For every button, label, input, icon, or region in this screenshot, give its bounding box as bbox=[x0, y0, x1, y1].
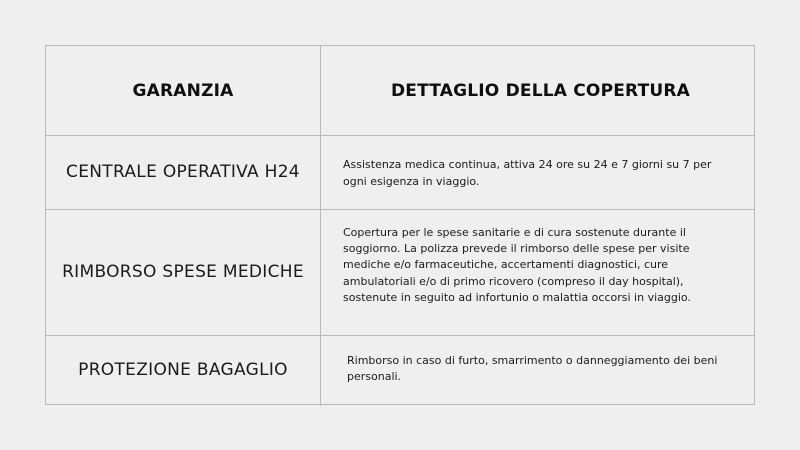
dettaglio-text: Copertura per le spese sanitarie e di cura sostenute durante il soggiorno. La polizza prevede il rimborso delle spese per visite mediche e/o farmaceutiche, accertamenti diagnostici, cure ambulatoriali e/o di primo ricovero (compreso il day hospital), sostenute in seguito ad infortunio o malattia occorsi in viaggio. bbox=[343, 225, 691, 304]
garanzia-cell bbox=[46, 210, 321, 335]
header-cell-garanzia bbox=[46, 46, 321, 135]
header-dettaglio: DETTAGLIO DELLA COPERTURA bbox=[390, 80, 691, 101]
header-cell-dettaglio bbox=[321, 46, 756, 135]
dettaglio-cell bbox=[321, 336, 756, 406]
garanzia-label: CENTRALE OPERATIVA H24 bbox=[66, 161, 300, 182]
table-row bbox=[46, 136, 754, 210]
dettaglio-text: Assistenza medica continua, attiva 24 ore su 24 e 7 giorni su 7 per ogni esigenza in viaggio. bbox=[343, 158, 712, 188]
dettaglio-cell bbox=[321, 210, 756, 335]
table-header-row bbox=[46, 46, 754, 136]
garanzia-cell bbox=[46, 336, 321, 406]
garanzia-label: RIMBORSO SPESE MEDICHE bbox=[62, 261, 304, 282]
garanzia-cell bbox=[46, 136, 321, 209]
garanzia-label: PROTEZIONE BAGAGLIO bbox=[78, 360, 288, 381]
header-garanzia: GARANZIA bbox=[132, 80, 234, 101]
table-row bbox=[46, 336, 754, 406]
table-row bbox=[46, 210, 754, 336]
dettaglio-text: Rimborso in caso di furto, smarrimento o danneggiamento dei beni personali. bbox=[347, 353, 718, 383]
dettaglio-cell bbox=[321, 136, 756, 209]
coverage-table bbox=[45, 45, 755, 405]
